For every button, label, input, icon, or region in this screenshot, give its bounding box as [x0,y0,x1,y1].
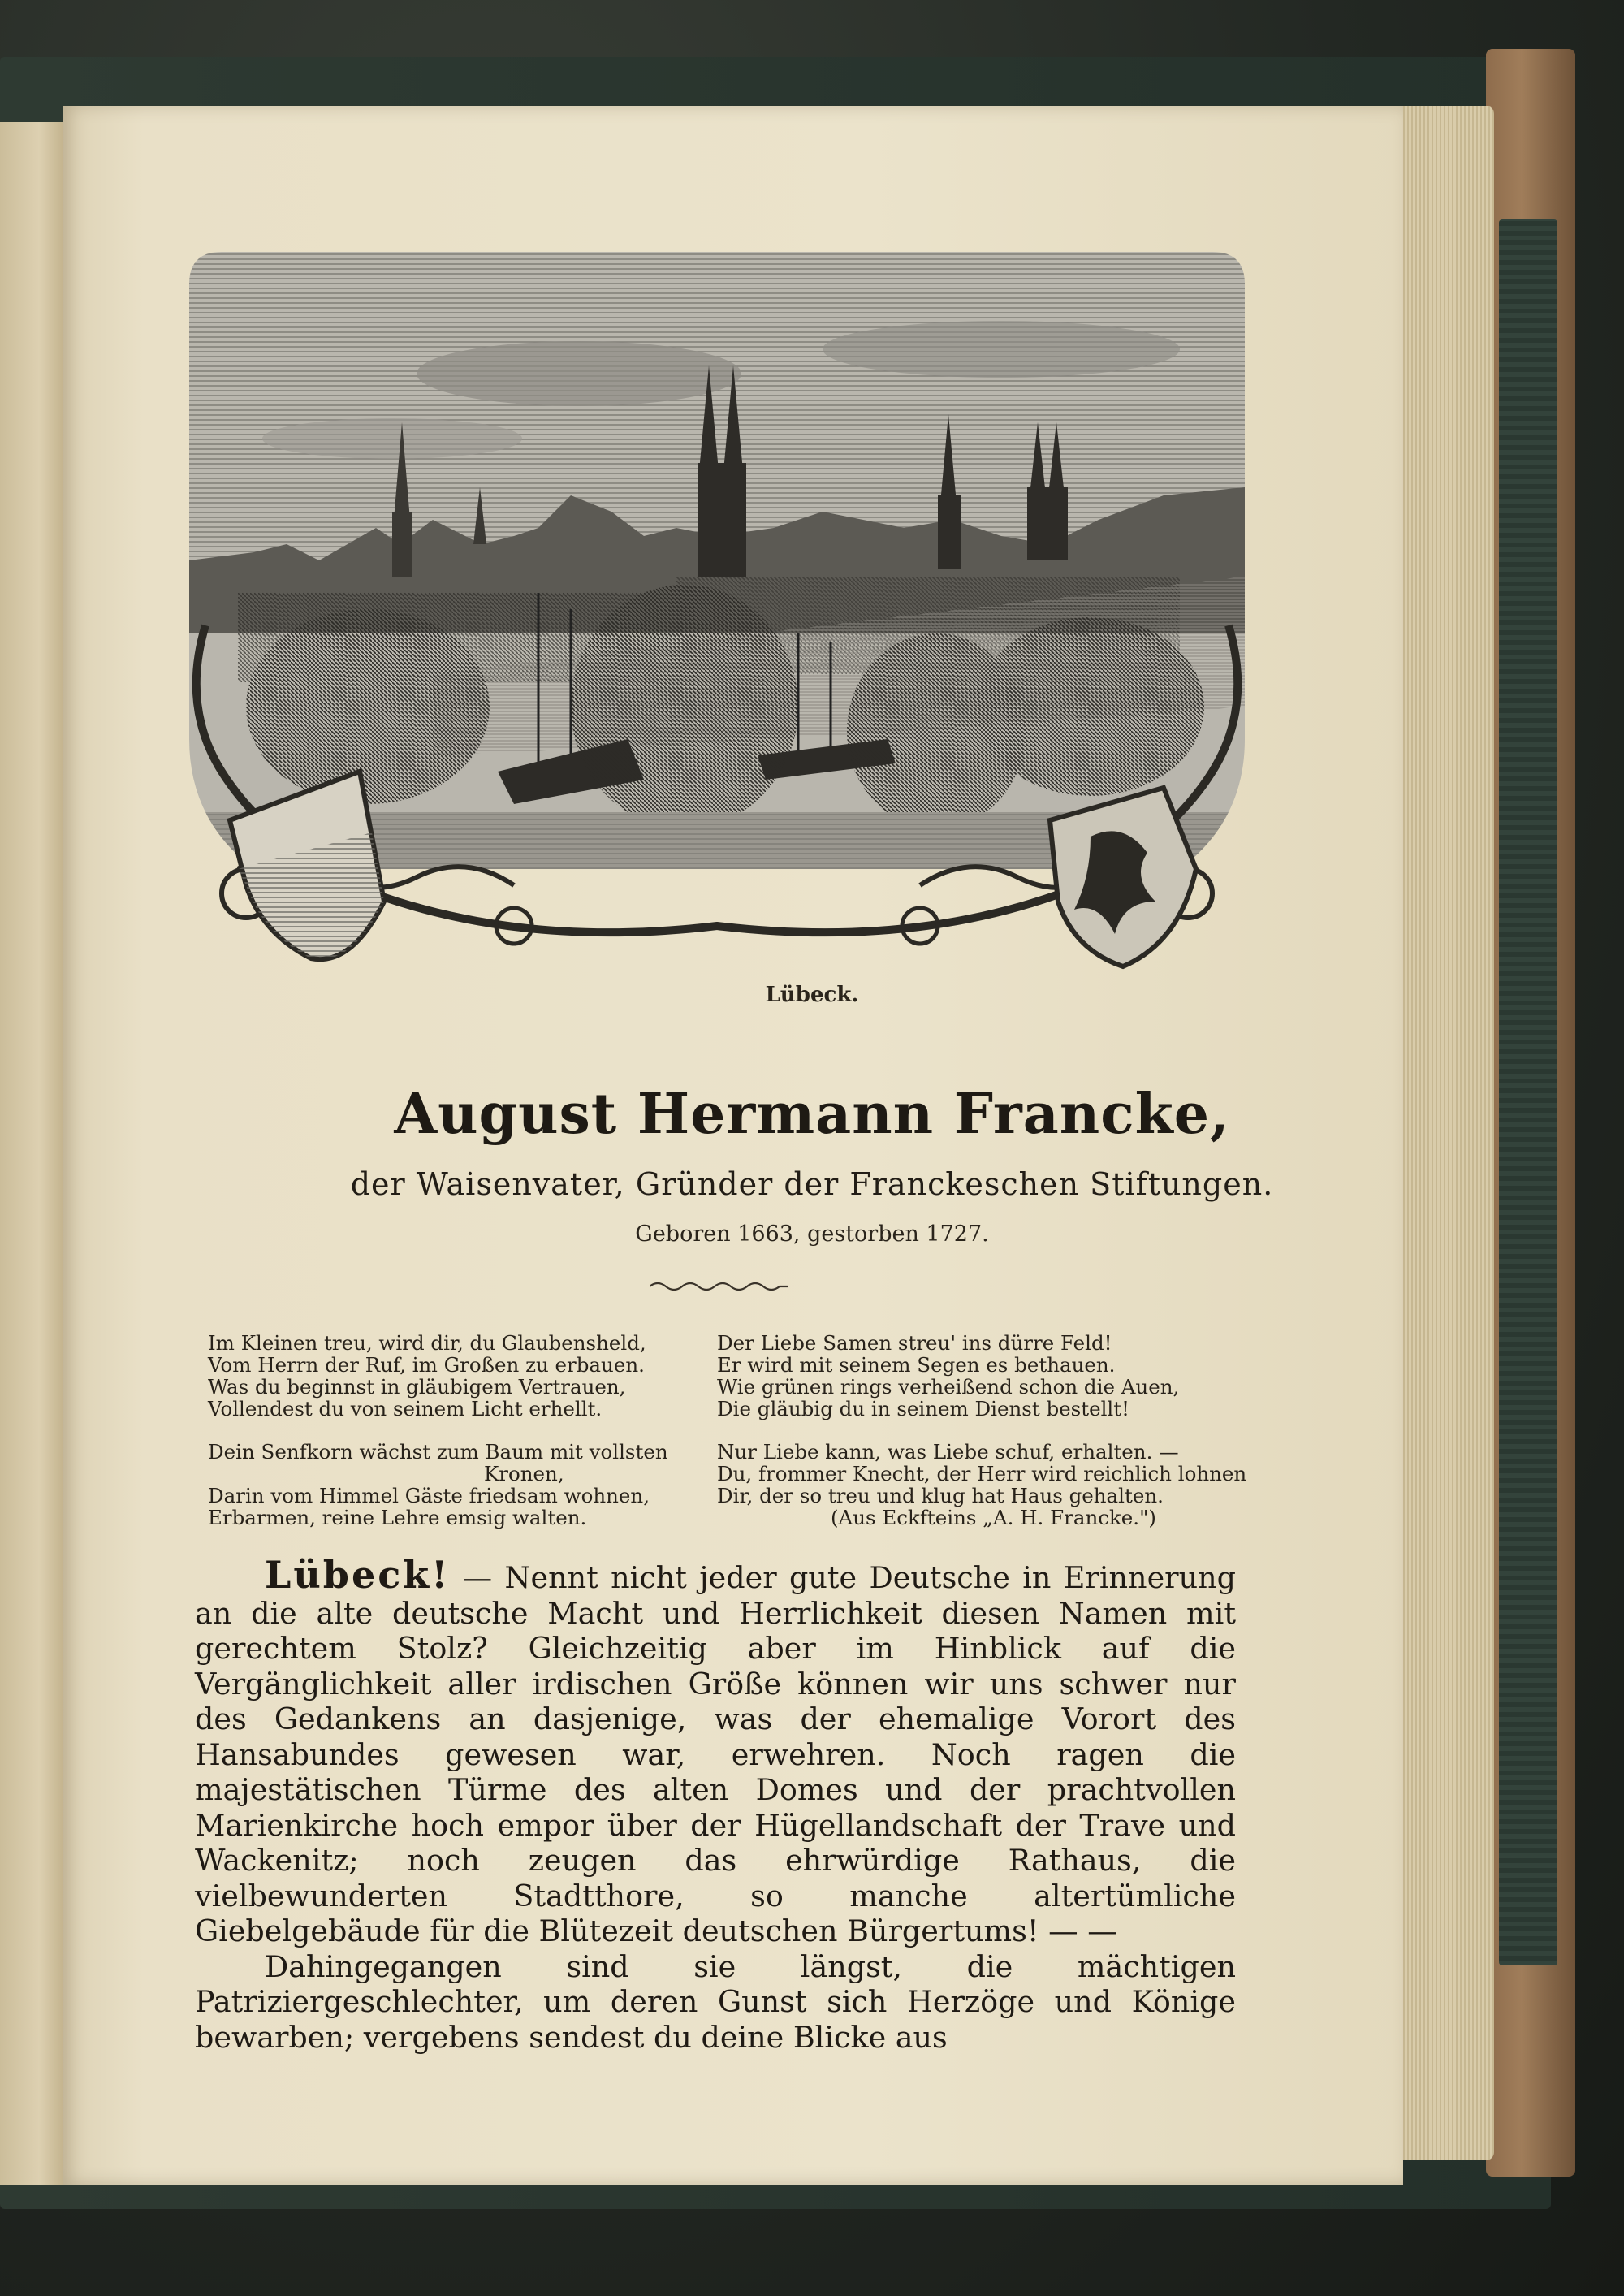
poem-line: Die gläubig du in seinem Dienst bestellt! [717,1397,1129,1420]
poem-left-column [208,1332,703,1550]
poem-stanza [717,1332,1237,1420]
poem-line: Darin vom Himmel Gäste friedsam wohnen, [208,1484,650,1507]
paragraph-text: — Nennt nicht jeder gute Deutsche in Erinnerung an die alte deutsche Macht und Herrlichkeit diesen Namen mit gerechtem Stolz? Gleichzeitig aber im Hinblick auf die Vergänglichkeit aller irdischen Größe können wir uns schwer nur des Gedankens an dasjenige, was der ehemalige Vorort des Hansabundes gewesen war, erwehren. Noch ragen die majestätischen Türme des alten Domes und der prachtvollen Marienkirche hoch empor über der Hügellandschaft der Trave und Wackenitz; noch zeugen das ehrwürdige Rathaus, die vielbewunderten Stadtthore, so manche altertümliche Giebelgebäude für die Blütezeit deutschen Bürgertums! — — [195,1560,1236,1948]
facing-page [0,122,65,2185]
lubeck-engraving [189,252,1245,1007]
poem-stanza [208,1441,703,1529]
body-text [195,1553,1236,2055]
poem-line: Wie grünen rings verheißend schon die Auen, [717,1375,1180,1399]
engraving-illustration [189,252,1245,1007]
poem-line: Er wird mit seinem Segen es bethauen. [717,1353,1116,1377]
poem-line: Der Liebe Samen streu' ins dürre Feld! [717,1331,1112,1355]
poem-stanza [717,1440,1247,1529]
figure-caption: Lübeck. [765,983,859,1007]
life-dates: Geboren 1663, gestorben 1727. [635,1222,989,1247]
poem-line: Dein Senfkorn wächst zum Baum mit vollsten [208,1440,668,1464]
poem-line: Vom Herrn der Ruf, im Großen zu erbauen. [208,1353,645,1377]
poem-line: Kronen, [484,1462,564,1485]
chapter-subtitle: der Waisenvater, Gründer der Franckeschen Stiftungen. [350,1166,1274,1202]
chapter-title: August Hermann Francke, [394,1082,1230,1147]
poem-line: Erbarmen, reine Lehre emsig walten. [208,1506,587,1529]
poem-stanza [208,1332,703,1420]
poem-line: Was du beginnst in gläubigem Vertrauen, [208,1375,626,1399]
poem-line: Nur Liebe kann, was Liebe schuf, erhalten. — [717,1440,1179,1464]
poem-right-column [717,1331,1247,1550]
poem-line: Du, frommer Knecht, der Herr wird reichlich lohnen [717,1462,1247,1485]
poem-line: Im Kleinen treu, wird dir, du Glaubensheld, [208,1331,646,1355]
poem-line: Vollendest du von seinem Licht erhellt. [208,1397,603,1420]
ornamental-divider [650,1278,788,1298]
poem-attribution: (Aus Eckfteins „A. H. Francke.") [831,1506,1156,1529]
poem-line: Dir, der so treu und klug hat Haus gehalten. [717,1484,1164,1507]
paragraph-text: Dahingegangen sind sie längst, die mächtigen Patriziergeschlechter, um deren Gunst sich Herzöge und Könige bewarben; vergebens sendest du deine Blicke aus [195,1948,1236,2055]
paragraph [195,1949,1236,2056]
eagle-shield [1050,788,1196,966]
lead-word: Lübeck! [265,1553,451,1597]
paragraph [195,1553,1236,1949]
